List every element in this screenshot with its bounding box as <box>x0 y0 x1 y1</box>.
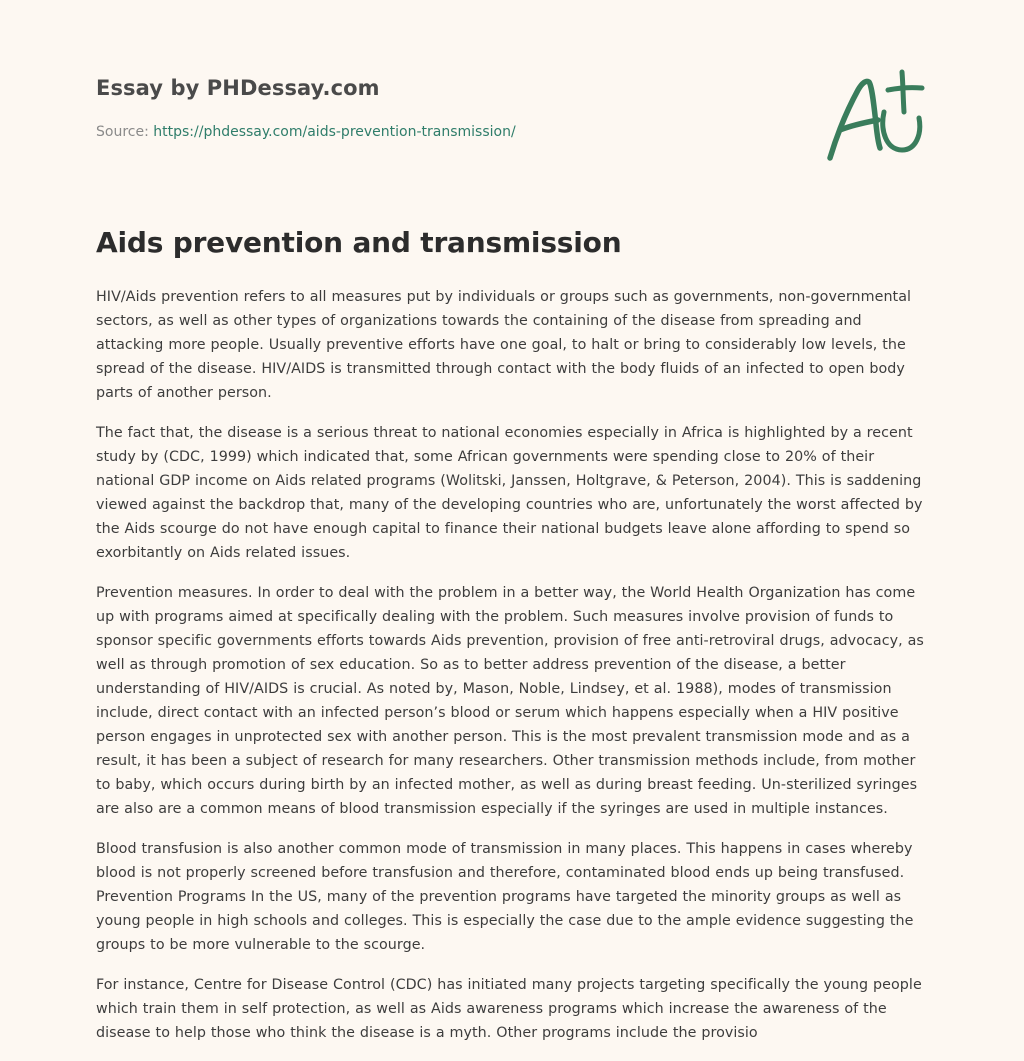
source-link[interactable]: https://phdessay.com/aids-prevention-transmission/ <box>153 124 516 140</box>
source-line <box>96 124 516 140</box>
article-body <box>96 285 928 1061</box>
page-header <box>96 0 928 190</box>
site-title: Essay by PHDessay.com <box>96 76 380 100</box>
paragraph: The fact that, the disease is a serious threat to national economies especially in Africa is highlighted by a recent study by (CDC, 1999) which indicated that, some African governments were spending close to 20% of their national GDP income on Aids related programs (Wolitski, Janssen, Holtgrave, & Peterson, 2004). This is saddening viewed against the backdrop that, many of the developing countries who are, unfortunately the worst affected by the Aids scourge do not have enough capital to finance their national budgets leave alone affording to spend so exorbitantly on Aids related issues. <box>96 425 923 561</box>
paragraph: Prevention measures. In order to deal with the problem in a better way, the World Health Organization has come up with programs aimed at specifically dealing with the problem. Such measures involve provision of funds to sponsor specific governments efforts towards Aids prevention, provision of free anti-retroviral drugs, advocacy, as well as through promotion of sex education. So as to better address prevention of the disease, a better understanding of HIV/AIDS is crucial. As noted by, Mason, Noble, Lindsey, et al. 1988), modes of transmission include, direct contact with an infected person’s blood or serum which happens especially when a HIV positive person engages in unprotected sex with another person. This is the most prevalent transmission mode and as a result, it has been a subject of research for many researchers. Other transmission methods include, from mother to baby, which occurs during birth by an infected mother, as well as during breast feeding. Un-sterilized syringes are also are a common means of blood transmission especially if the syringes are used in multiple instances. <box>96 585 924 817</box>
paragraph: For instance, Centre for Disease Control (CDC) has initiated many projects targeting specifically the young people which train them in self protection, as well as Aids awareness programs which increase the awareness of the disease to help those who think the disease is a myth. Other programs include the provisio <box>96 977 922 1041</box>
paragraph: HIV/Aids prevention refers to all measures put by individuals or groups such as governments, non-governmental sectors, as well as other types of organizations towards the containing of the disease from spreading and attacking more people. Usually preventive efforts have one goal, to halt or bring to considerably low levels, the spread of the disease. HIV/AIDS is transmitted through contact with the body fluids of an infected to open body parts of another person. <box>96 289 912 401</box>
article-title: Aids prevention and transmission <box>96 226 622 259</box>
paragraph: Blood transfusion is also another common mode of transmission in many places. This happens in cases whereby blood is not properly screened before transfusion and therefore, contaminated blood ends up being transfused. Prevention Programs In the US, many of the prevention programs have targeted the minority groups as well as young people in high schools and colleges. This is especially the case due to the ample evidence suggesting the groups to be more vulnerable to the scourge. <box>96 841 914 953</box>
source-label: Source: <box>96 124 154 140</box>
a-plus-logo-icon <box>822 68 928 164</box>
